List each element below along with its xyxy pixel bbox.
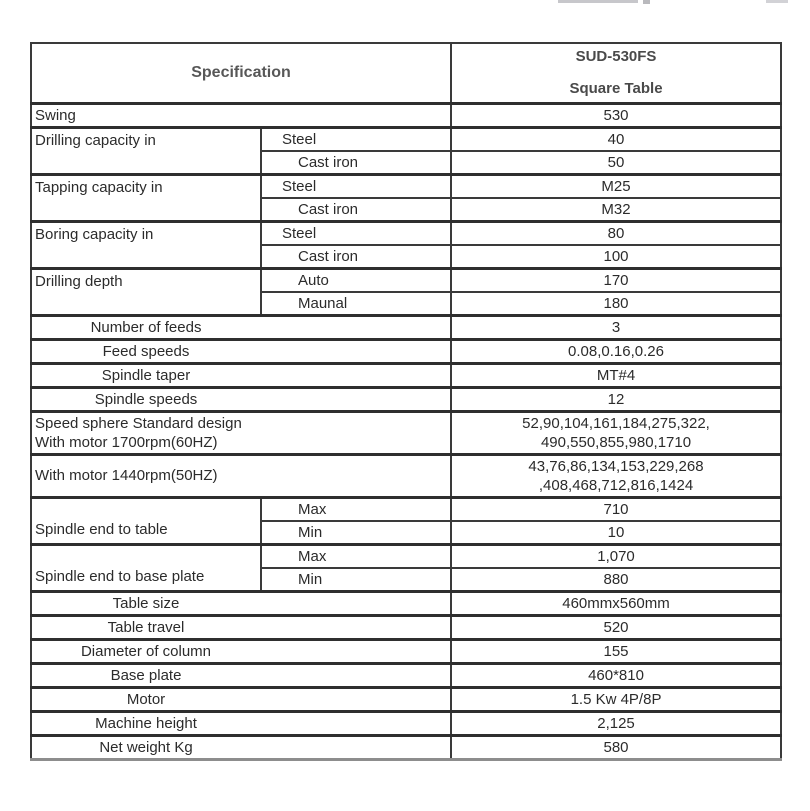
row-value: 530: [451, 104, 781, 128]
model-header-cell: [451, 43, 781, 104]
row-label: Spindle end to base plate: [31, 545, 261, 592]
row-value-line2: ,408,468,712,816,1424: [538, 477, 694, 494]
specification-table-container: [30, 42, 782, 761]
table-row: [31, 222, 781, 246]
row-sublabel: Steel: [261, 128, 451, 152]
row-value: M25: [451, 175, 781, 199]
row-value: 460*810: [451, 664, 781, 688]
table-row: [31, 712, 781, 736]
row-label: [31, 412, 451, 455]
row-label-line2: With motor 1700rpm(60HZ): [35, 434, 218, 451]
row-label: Spindle speeds: [31, 388, 451, 412]
row-value: 80: [451, 222, 781, 246]
row-label: Net weight Kg: [31, 736, 451, 760]
row-value: 10: [451, 521, 781, 545]
row-label: Swing: [31, 104, 451, 128]
row-value: 50: [451, 151, 781, 175]
row-value-line2: 490,550,855,980,1710: [540, 434, 692, 451]
specification-table: [30, 42, 782, 761]
row-label: Table size: [31, 592, 451, 616]
row-value: 1,070: [451, 545, 781, 569]
cropped-artifact: [558, 0, 638, 3]
table-row: [31, 688, 781, 712]
spec-header-cell: Specification: [31, 43, 451, 104]
table-row: [31, 640, 781, 664]
table-row: [31, 498, 781, 522]
row-value: 710: [451, 498, 781, 522]
row-value: 170: [451, 269, 781, 293]
row-value: 12: [451, 388, 781, 412]
row-value: 880: [451, 568, 781, 592]
row-value-line1: 43,76,86,134,153,229,268: [528, 458, 704, 475]
row-sublabel: Max: [261, 545, 451, 569]
table-row: [31, 455, 781, 498]
table-row: [31, 128, 781, 152]
row-label: Table travel: [31, 616, 451, 640]
row-label: Boring capacity in: [31, 222, 261, 269]
row-value: 100: [451, 245, 781, 269]
model-header-inner: [452, 45, 780, 102]
row-label: Spindle taper: [31, 364, 451, 388]
row-sublabel: Cast iron: [261, 198, 451, 222]
table-row: [31, 616, 781, 640]
table-row: [31, 175, 781, 199]
row-value: 3: [451, 316, 781, 340]
table-row: [31, 664, 781, 688]
row-sublabel: Min: [261, 568, 451, 592]
row-value: 0.08,0.16,0.26: [451, 340, 781, 364]
row-sublabel: Min: [261, 521, 451, 545]
row-sublabel: Cast iron: [261, 151, 451, 175]
model-variant: Square Table: [569, 79, 663, 97]
row-value: 2,125: [451, 712, 781, 736]
row-value: M32: [451, 198, 781, 222]
row-sublabel: Steel: [261, 222, 451, 246]
row-value: 580: [451, 736, 781, 760]
row-label: Feed speeds: [31, 340, 451, 364]
row-value: 1.5 Kw 4P/8P: [451, 688, 781, 712]
table-row: [31, 736, 781, 760]
row-label: Spindle end to table: [31, 498, 261, 545]
row-label: Base plate: [31, 664, 451, 688]
row-label: Tapping capacity in: [31, 175, 261, 222]
row-value: 40: [451, 128, 781, 152]
row-label: Drilling capacity in: [31, 128, 261, 175]
row-label-line1: Speed sphere Standard design: [35, 415, 242, 432]
row-value-line1: 52,90,104,161,184,275,322,: [522, 415, 710, 432]
row-sublabel: Auto: [261, 269, 451, 293]
row-value: 180: [451, 292, 781, 316]
row-value: 520: [451, 616, 781, 640]
table-header-row: [31, 43, 781, 104]
row-sublabel: Cast iron: [261, 245, 451, 269]
cropped-artifact: [643, 0, 650, 4]
table-row: [31, 104, 781, 128]
model-name: SUD-530FS: [575, 47, 657, 65]
row-value: 460mmx560mm: [451, 592, 781, 616]
row-value: [451, 455, 781, 498]
row-sublabel: Steel: [261, 175, 451, 199]
row-sublabel: Max: [261, 498, 451, 522]
row-label: Diameter of column: [31, 640, 451, 664]
table-row: [31, 412, 781, 455]
row-sublabel: Maunal: [261, 292, 451, 316]
row-label: Motor: [31, 688, 451, 712]
table-row: [31, 340, 781, 364]
table-row: [31, 364, 781, 388]
table-row: [31, 269, 781, 293]
row-label: Machine height: [31, 712, 451, 736]
cropped-artifact: [766, 0, 788, 3]
row-label: Number of feeds: [31, 316, 451, 340]
row-label: Drilling depth: [31, 269, 261, 316]
table-row: [31, 388, 781, 412]
row-label: With motor 1440rpm(50HZ): [31, 455, 451, 498]
row-value: MT#4: [451, 364, 781, 388]
row-value: [451, 412, 781, 455]
table-row: [31, 545, 781, 569]
row-value: 155: [451, 640, 781, 664]
table-row: [31, 592, 781, 616]
table-row: [31, 316, 781, 340]
